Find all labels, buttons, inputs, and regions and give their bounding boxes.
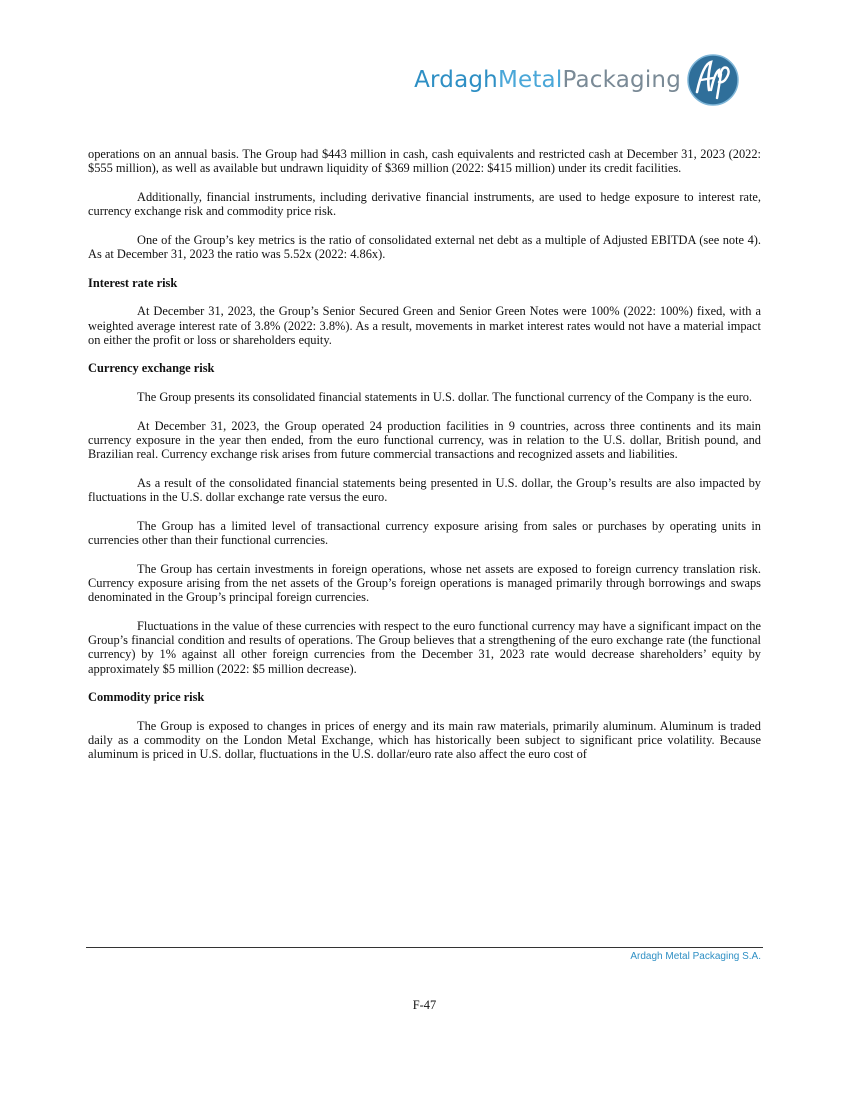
heading-currency-exchange-risk: Currency exchange risk <box>88 361 215 376</box>
heading-commodity-price-risk: Commodity price risk <box>88 690 205 705</box>
paragraph-sensitivity: Fluctuations in the value of these currencies with respect to the euro functional currency may have a significant impact on the Group’s financial condition and results of operations. The Group believes that a strengthening of the euro exchange rate (the functional currency) by 1% against all other foreign currencies from the December 31, 2023 rate would decrease shareholders’ equity by approximately $5 million (2022: $5 million decrease). <box>88 618 761 676</box>
paragraph-production-facilities: At December 31, 2023, the Group operated 24 production facilities in 9 countries, across three continents and its main currency exposure in the year then ended, from the euro functional currency, was in relation to the U.S. dollar, British pound, and Brazilian real. Currency exchange risk arises from future commercial transactions and recognized assets and liabilities. <box>88 418 761 462</box>
page-number: F-47 <box>412 998 437 1012</box>
document-body <box>88 147 761 776</box>
brand-word-metal: Metal <box>497 66 563 93</box>
footer-company-name: Ardagh Metal Packaging S.A. <box>630 951 761 962</box>
paragraph-functional-currency: The Group presents its consolidated financial statements in U.S. dollar. The functional currency of the Company is the euro. <box>137 390 753 405</box>
brand-wordmark <box>414 66 681 93</box>
paragraph-translation-risk: The Group has certain investments in foreign operations, whose net assets are exposed to foreign currency translation risk. Currency exposure arising from the net assets of the Group’s foreign operations is managed primarily through borrowings and swaps denominated in the Group’s principal foreign currencies. <box>88 561 761 605</box>
brand-word-ardagh: Ardagh <box>414 66 498 93</box>
paragraph-usd-impact: As a result of the consolidated financial statements being presented in U.S. dollar, the Group’s results are also impacted by fluctuations in the U.S. dollar exchange rate versus the euro. <box>88 475 761 505</box>
page-header <box>414 52 741 108</box>
footer-divider <box>86 947 763 948</box>
paragraph-liquidity: operations on an annual basis. The Group had $443 million in cash, cash equivalents and restricted cash at December 31, 2023 (2022: $555 million), as well as available but undrawn liquidity of $369 million (2022: $415 million) under its credit facilities. <box>88 147 761 176</box>
paragraph-key-metrics: One of the Group’s key metrics is the ratio of consolidated external net debt as a multiple of Adjusted EBITDA (see note 4). As at December 31, 2023 the ratio was 5.52x (2022: 4.86x). <box>88 232 761 262</box>
paragraph-transactional-exposure: The Group has a limited level of transactional currency exposure arising from sales or purchases by operating units in currencies other than their functional currencies. <box>88 518 761 548</box>
paragraph-commodity: The Group is exposed to changes in prices of energy and its main raw materials, primarily aluminum. Aluminum is traded daily as a commodity on the London Metal Exchange, which has historically been subject to significant price volatility. Because aluminum is priced in U.S. dollar, fluctuations in the U.S. dollar/euro rate also affect the euro cost of <box>88 718 761 762</box>
brand-word-packaging: Packaging <box>562 66 681 93</box>
amp-logo-icon <box>685 52 741 108</box>
paragraph-interest-rate: At December 31, 2023, the Group’s Senior Secured Green and Senior Green Notes were 100% (2022: 100%) fixed, with a weighted average interest rate of 3.8% (2022: 3.8%). As a result, movements in market interest rates would not have a material impact on either the profit or loss or shareholders equity. <box>88 304 761 347</box>
paragraph-financial-instruments: Additionally, financial instruments, including derivative financial instruments, are used to hedge exposure to interest rate, currency exchange risk and commodity price risk. <box>88 189 761 219</box>
heading-interest-rate-risk: Interest rate risk <box>88 275 178 290</box>
